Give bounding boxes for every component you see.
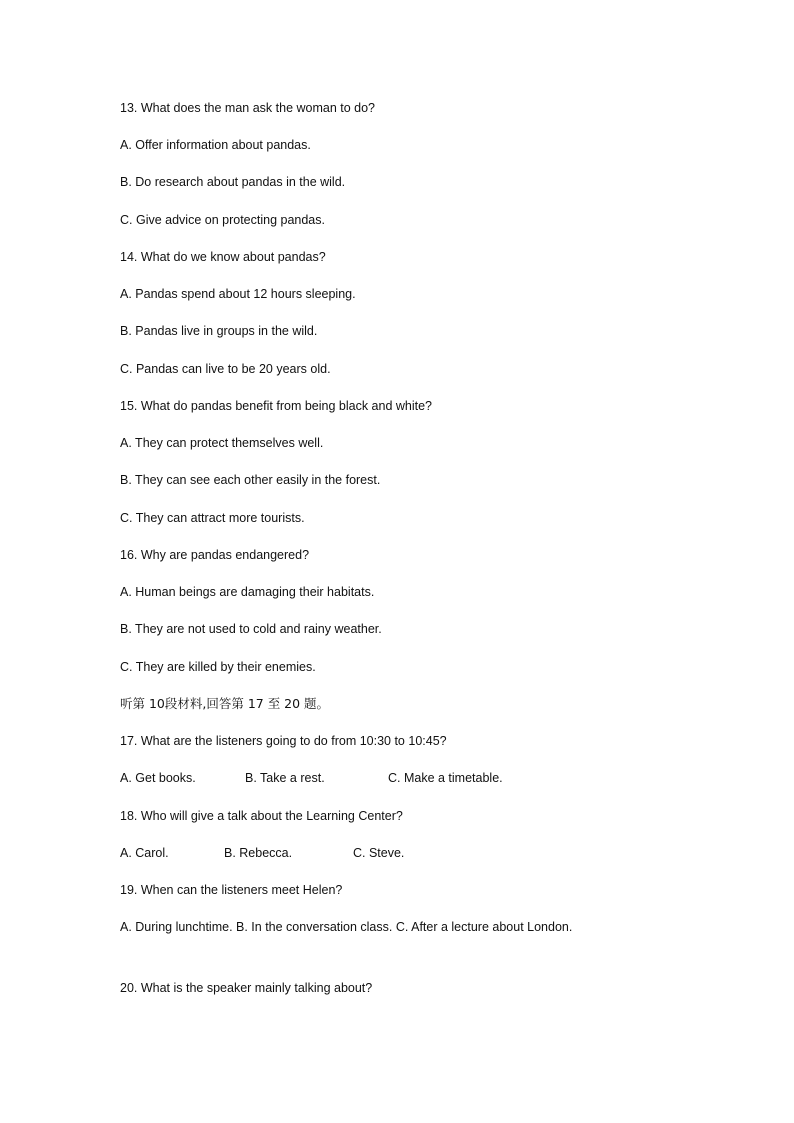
question-15-option-a: A. They can protect themselves well.	[120, 436, 324, 450]
question-16-option-a: A. Human beings are damaging their habitats.	[120, 585, 375, 599]
question-19-options: A. During lunchtime. B. In the conversation class. C. After a lecture about London.	[120, 920, 573, 934]
question-15-option-c: C. They can attract more tourists.	[120, 511, 305, 525]
question-14-option-c: C. Pandas can live to be 20 years old.	[120, 362, 331, 376]
question-14-option-b: B. Pandas live in groups in the wild.	[120, 324, 318, 338]
question-15-option-b: B. They can see each other easily in the forest.	[120, 473, 381, 487]
question-17-stem: 17. What are the listeners going to do from 10:30 to 10:45?	[120, 734, 447, 748]
question-18-stem: 18. Who will give a talk about the Learning Center?	[120, 809, 403, 823]
question-18-option-c: C. Steve.	[353, 846, 405, 860]
question-18-options	[120, 845, 680, 861]
question-13-option-a: A. Offer information about pandas.	[120, 138, 311, 152]
question-13-option-b: B. Do research about pandas in the wild.	[120, 175, 346, 189]
question-16-option-b: B. They are not used to cold and rainy weather.	[120, 622, 382, 636]
question-16-stem: 16. Why are pandas endangered?	[120, 548, 310, 562]
question-16-option-c: C. They are killed by their enemies.	[120, 660, 316, 674]
question-13-stem: 13. What does the man ask the woman to do?	[120, 101, 376, 115]
question-17-option-a: A. Get books.	[120, 771, 196, 785]
question-15-stem: 15. What do pandas benefit from being black and white?	[120, 399, 433, 413]
question-20-stem: 20. What is the speaker mainly talking about?	[120, 981, 373, 995]
question-19-stem: 19. When can the listeners meet Helen?	[120, 883, 343, 897]
section-instruction: 听第 10段材料,回答第 17 至 20 题。	[120, 696, 330, 711]
question-13-option-c: C. Give advice on protecting pandas.	[120, 213, 325, 227]
question-18-option-a: A. Carol.	[120, 846, 169, 860]
question-17-options	[120, 770, 680, 786]
question-18-option-b: B. Rebecca.	[224, 846, 293, 860]
question-14-stem: 14. What do we know about pandas?	[120, 250, 326, 264]
question-17-option-b: B. Take a rest.	[245, 771, 325, 785]
question-17-option-c: C. Make a timetable.	[388, 771, 503, 785]
question-14-option-a: A. Pandas spend about 12 hours sleeping.	[120, 287, 356, 301]
